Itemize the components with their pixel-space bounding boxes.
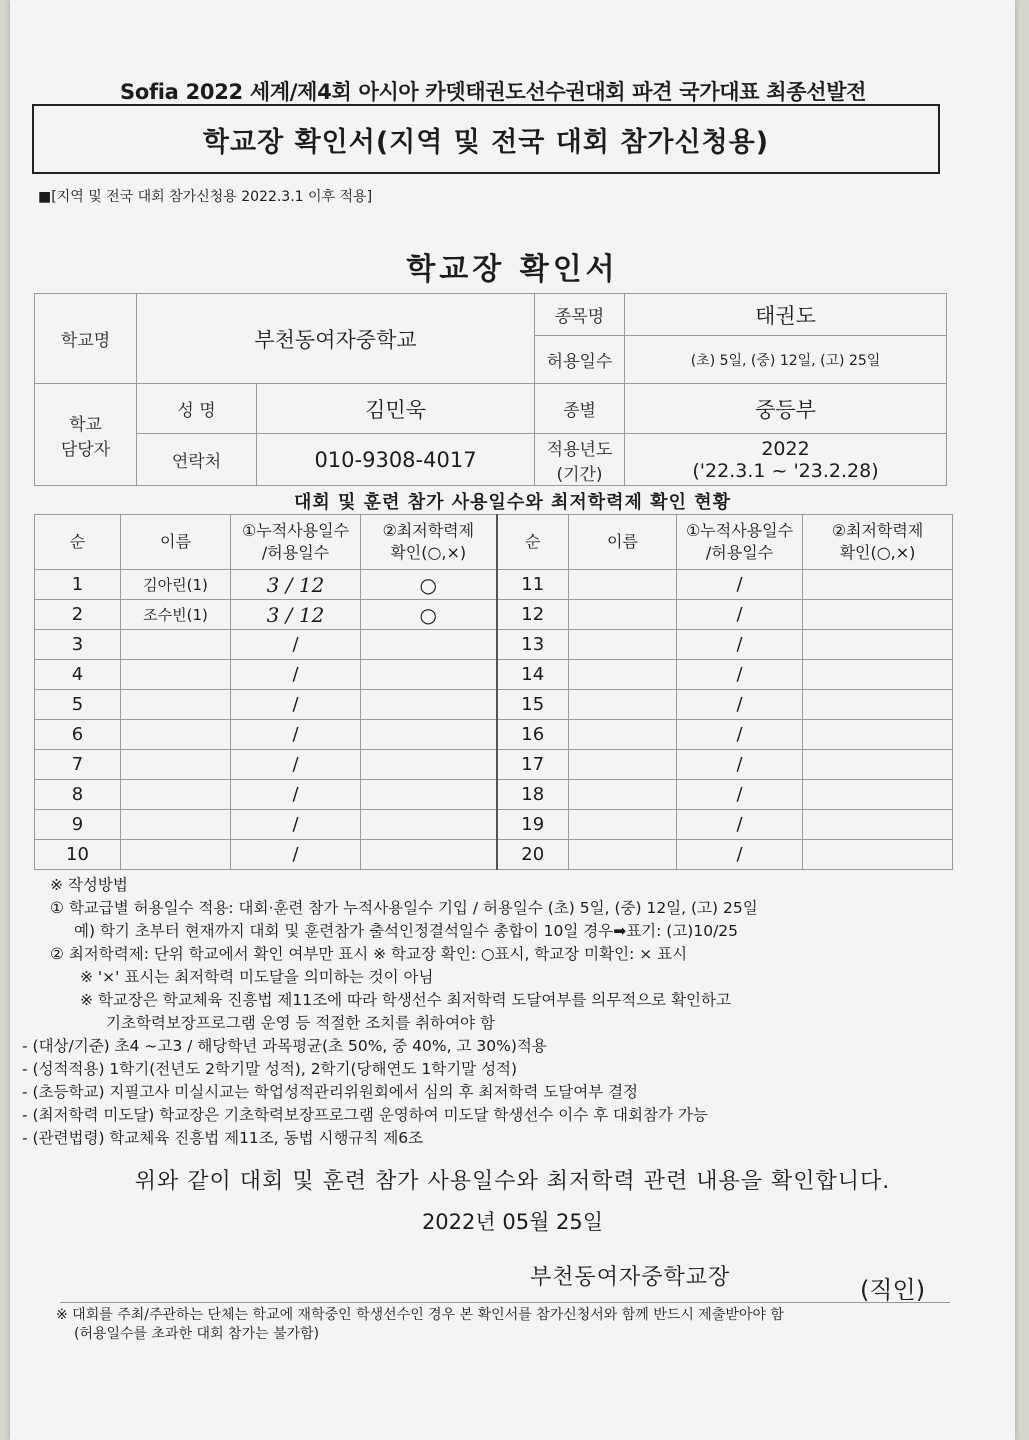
- row-min-check: [803, 630, 953, 660]
- row-no: 20: [497, 840, 569, 870]
- row-name: [121, 690, 231, 720]
- header-min-left: [361, 515, 497, 570]
- row-min-check: [803, 690, 953, 720]
- row-days: /: [677, 750, 803, 780]
- header-min-left-line2: 확인(○,×): [390, 543, 467, 562]
- row-min-check: ○: [361, 570, 497, 600]
- row-no: 1: [35, 570, 121, 600]
- school-contact-label: [35, 384, 137, 486]
- row-no: 15: [497, 690, 569, 720]
- confirmation-date: 2022년 05월 25일: [421, 1210, 604, 1234]
- row-min-check: [803, 780, 953, 810]
- row-min-check: [803, 750, 953, 780]
- guide-line: ※ 학교장은 학교체육 진흥법 제11조에 따라 학생선수 최저학력 도달여부를 의무적으로 확인하고: [80, 991, 731, 1009]
- table-row: [35, 690, 953, 720]
- row-name: 조수빈(1): [121, 600, 231, 630]
- row-days: /: [677, 600, 803, 630]
- row-days: /: [231, 840, 361, 870]
- row-days: /: [677, 660, 803, 690]
- header-days-right-line1: ①누적사용일수: [685, 521, 794, 540]
- confirmation-statement: 위와 같이 대회 및 훈련 참가 사용일수와 최저학력 관련 내용을 확인합니다.: [134, 1169, 891, 1194]
- row-name: [569, 630, 677, 660]
- row-name: [569, 690, 677, 720]
- row-days: /: [231, 720, 361, 750]
- row-name: 김아린(1): [121, 570, 231, 600]
- footnote: [56, 1306, 956, 1344]
- row-days: /: [677, 570, 803, 600]
- guide-line: - (대상/기준) 초4 ~고3 / 해당학년 과목평균(초 50%, 중 40%, 고 30%)적용: [22, 1037, 547, 1055]
- contact-name-label: 성 명: [137, 384, 257, 434]
- school-name-value: 부천동여자중학교: [137, 294, 535, 384]
- row-name: [121, 750, 231, 780]
- row-no: 8: [35, 780, 121, 810]
- row-min-check: ○: [361, 600, 497, 630]
- category-value: 중등부: [625, 384, 947, 434]
- contact-phone-value: 010-9308-4017: [257, 434, 535, 486]
- row-name: [569, 720, 677, 750]
- form-title: 학교장 확인서(지역 및 전국 대회 참가신청용): [202, 126, 770, 158]
- row-min-check: [361, 720, 497, 750]
- divider: [60, 1302, 950, 1303]
- header-days-left-line2: /허용일수: [261, 543, 330, 562]
- event-label: 종목명: [535, 294, 625, 336]
- guide-heading: ※ 작성방법: [50, 876, 128, 894]
- header-days-right-line2: /허용일수: [705, 543, 774, 562]
- guide-line: - (관련법령) 학교체육 진흥법 제11조, 동법 시행규칙 제6조: [22, 1129, 424, 1147]
- allowed-days-value: (초) 5일, (중) 12일, (고) 25일: [625, 336, 947, 384]
- row-no: 7: [35, 750, 121, 780]
- row-days: 3 / 12: [231, 570, 361, 600]
- row-no: 11: [497, 570, 569, 600]
- row-days: /: [231, 660, 361, 690]
- document-page: [10, 0, 1015, 1440]
- contact-phone-label: 연락처: [137, 434, 257, 486]
- row-days: /: [231, 690, 361, 720]
- applicable-year-label: [535, 434, 625, 486]
- header-no-left: 순: [35, 515, 121, 570]
- school-contact-label-line2: 담당자: [60, 439, 111, 460]
- table-row: [35, 600, 953, 630]
- footnote-line1: ※ 대회를 주최/주관하는 단체는 학교에 재학중인 학생선수인 경우 본 확인서를 참가신청서와 함께 반드시 제출받아야 함: [56, 1307, 784, 1323]
- guide-line: ※ '×' 표시는 최저학력 미도달을 의미하는 것이 아님: [80, 968, 434, 986]
- row-no: 2: [35, 600, 121, 630]
- writing-guide: [22, 874, 960, 1150]
- row-min-check: [361, 750, 497, 780]
- row-min-check: [361, 690, 497, 720]
- row-min-check: [361, 810, 497, 840]
- row-min-check: [361, 840, 497, 870]
- row-name: [569, 840, 677, 870]
- row-days: /: [677, 720, 803, 750]
- row-name: [569, 660, 677, 690]
- row-no: 13: [497, 630, 569, 660]
- row-min-check: [361, 780, 497, 810]
- applicable-year-value: [625, 434, 947, 486]
- row-min-check: [803, 720, 953, 750]
- row-no: 18: [497, 780, 569, 810]
- row-name: [121, 660, 231, 690]
- row-days: /: [677, 630, 803, 660]
- guide-line: ① 학교급별 허용일수 적용: 대회·훈련 참가 누적사용일수 기입 / 허용일수 (초) 5일, (중) 12일, (고) 25일: [50, 899, 758, 917]
- row-no: 6: [35, 720, 121, 750]
- row-days: /: [677, 810, 803, 840]
- row-no: 4: [35, 660, 121, 690]
- contact-name-value: 김민욱: [257, 384, 535, 434]
- row-no: 17: [497, 750, 569, 780]
- row-name: [121, 720, 231, 750]
- row-name: [569, 810, 677, 840]
- row-no: 16: [497, 720, 569, 750]
- school-contact-label-line1: 학교: [69, 414, 102, 435]
- applicable-period: ('22.3.1 ~ '23.2.28): [692, 459, 879, 482]
- category-label: 종별: [535, 384, 625, 434]
- applicable-year-label-line1: 적용년도: [546, 439, 613, 460]
- row-days: /: [677, 780, 803, 810]
- row-name: [569, 600, 677, 630]
- allowed-days-label: 허용일수: [535, 336, 625, 384]
- usage-table-header: [35, 515, 953, 570]
- school-name-label: 학교명: [35, 294, 137, 384]
- row-no: 12: [497, 600, 569, 630]
- table-row: [35, 630, 953, 660]
- guide-line: - (최저학력 미도달) 학교장은 기초학력보장프로그램 운영하여 미도달 학생선수 이수 후 대회참가 가능: [22, 1106, 708, 1124]
- row-min-check: [361, 660, 497, 690]
- applicable-year-label-line2: (기간): [556, 464, 603, 485]
- header-days-left: [231, 515, 361, 570]
- usage-section-title: 대회 및 훈련 참가 사용일수와 최저학력제 확인 현황: [293, 492, 731, 513]
- applicable-year: 2022: [761, 437, 810, 460]
- row-min-check: [361, 630, 497, 660]
- header-min-right-line1: ②최저학력제: [831, 521, 924, 540]
- guide-line: ② 최저학력제: 단위 학교에서 확인 여부만 표시 ※ 학교장 확인: ○표시, 학교장 미확인: × 표시: [50, 945, 688, 963]
- header-min-right-line2: 확인(○,×): [839, 543, 916, 562]
- row-days: /: [677, 840, 803, 870]
- row-no: 14: [497, 660, 569, 690]
- table-row: [35, 570, 953, 600]
- row-min-check: [803, 600, 953, 630]
- row-no: 19: [497, 810, 569, 840]
- row-days: /: [231, 750, 361, 780]
- row-days: /: [677, 690, 803, 720]
- header-min-right: [803, 515, 953, 570]
- row-name: [121, 780, 231, 810]
- guide-line: - (초등학교) 지필고사 미실시교는 학업성적관리위원회에서 심의 후 최저학력 도달여부 결정: [22, 1083, 639, 1101]
- official-seal: (직인): [860, 1276, 926, 1304]
- form-title-box: [32, 104, 940, 174]
- row-name: [569, 780, 677, 810]
- guide-line: - (성적적용) 1학기(전년도 2학기말 성적), 2학기(당해연도 1학기말 성적): [22, 1060, 518, 1078]
- row-name: [121, 630, 231, 660]
- table-row: [35, 660, 953, 690]
- usage-table: [34, 514, 953, 870]
- row-days: 3 / 12: [231, 600, 361, 630]
- row-min-check: [803, 660, 953, 690]
- footnote-line2: (허용일수를 초과한 대회 참가는 불가함): [74, 1326, 320, 1342]
- row-no: 9: [35, 810, 121, 840]
- row-min-check: [803, 810, 953, 840]
- header-days-right: [677, 515, 803, 570]
- table-row: [35, 720, 953, 750]
- school-info-table: [34, 293, 947, 486]
- row-days: /: [231, 630, 361, 660]
- row-no: 3: [35, 630, 121, 660]
- document-title: 학교장 확인서: [406, 252, 619, 287]
- table-row: [35, 750, 953, 780]
- table-row: [35, 780, 953, 810]
- row-name: [569, 570, 677, 600]
- row-min-check: [803, 570, 953, 600]
- table-row: [35, 840, 953, 870]
- guide-line: 예) 학기 초부터 현재까지 대회 및 훈련참가 출석인정결석일수 총합이 10일 경우➡표기: (고)10/25: [74, 922, 739, 940]
- competition-title: Sofia 2022 세계/제4회 아시아 카뎃태권도선수권대회 파견 국가대표 최종선발전: [120, 80, 867, 104]
- table-row: [35, 810, 953, 840]
- row-name: [121, 810, 231, 840]
- row-name: [121, 840, 231, 870]
- header-name-right: 이름: [569, 515, 677, 570]
- row-no: 10: [35, 840, 121, 870]
- header-min-left-line1: ②최저학력제: [382, 521, 475, 540]
- principal-signature: 부천동여자중학교장: [530, 1265, 731, 1290]
- guide-line: 기초학력보장프로그램 운영 등 적절한 조치를 취하여야 함: [106, 1014, 495, 1032]
- row-days: /: [231, 780, 361, 810]
- row-name: [569, 750, 677, 780]
- header-days-left-line1: ①누적사용일수: [241, 521, 350, 540]
- event-value: 태권도: [625, 294, 947, 336]
- applicability-note: ■[지역 및 전국 대회 참가신청용 2022.3.1 이후 적용]: [38, 189, 373, 205]
- row-min-check: [803, 840, 953, 870]
- row-days: /: [231, 810, 361, 840]
- row-no: 5: [35, 690, 121, 720]
- header-no-right: 순: [497, 515, 569, 570]
- header-name-left: 이름: [121, 515, 231, 570]
